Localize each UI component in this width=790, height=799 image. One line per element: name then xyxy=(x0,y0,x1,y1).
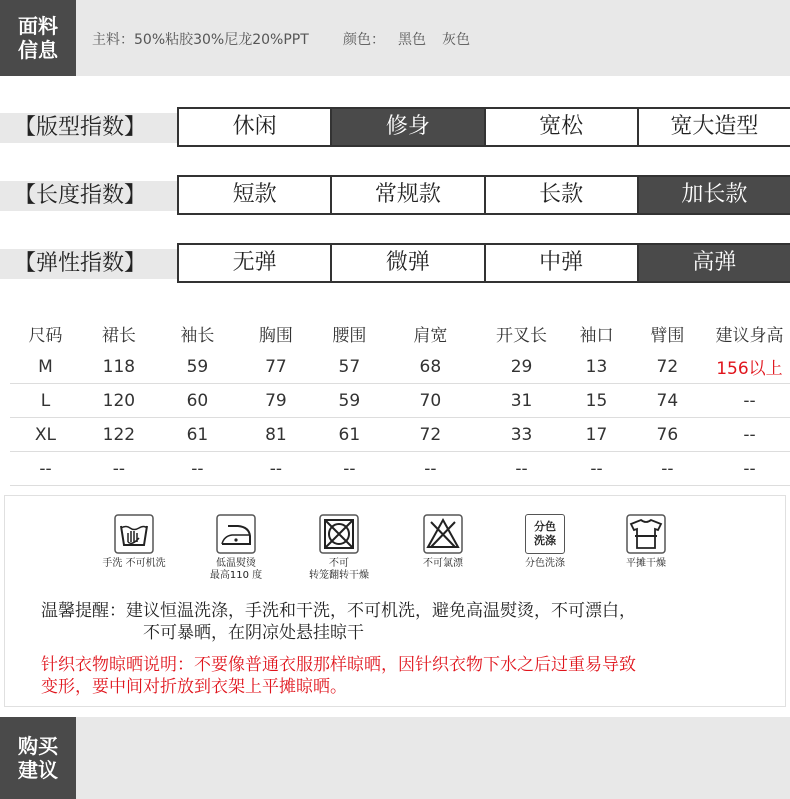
col-header: 胸围 xyxy=(258,326,293,346)
stretch-option-medium[interactable]: 中弹 xyxy=(486,245,639,281)
col-header: 尺码 xyxy=(28,326,63,346)
cell: 81 xyxy=(238,418,314,452)
cell: 118 xyxy=(81,350,157,384)
table-row xyxy=(10,418,790,452)
knit-drying-note-line-2: 变形，要中间对折放到衣架上平摊晾晒。 xyxy=(41,677,347,697)
badge-line-2: 建议 xyxy=(18,758,58,782)
no-bleach-icon xyxy=(423,514,463,554)
col-header: 肩宽 xyxy=(413,326,448,346)
length-option-extra-long[interactable]: 加长款 xyxy=(639,177,790,213)
stretch-option-high[interactable]: 高弹 xyxy=(639,245,790,281)
cell: 29 xyxy=(476,350,567,384)
col-header: 腰围 xyxy=(332,326,367,346)
cell: -- xyxy=(709,384,790,418)
table-row xyxy=(10,452,790,486)
cell: 61 xyxy=(314,418,385,452)
care-label: 低温熨烫 xyxy=(216,558,256,569)
table-row xyxy=(10,384,790,418)
cell: -- xyxy=(10,452,81,486)
cell: L xyxy=(10,384,81,418)
cell: 59 xyxy=(314,384,385,418)
cell: 57 xyxy=(314,350,385,384)
cell: 76 xyxy=(626,418,709,452)
length-option-short[interactable]: 短款 xyxy=(179,177,332,213)
cell: 59 xyxy=(157,350,238,384)
cell: 120 xyxy=(81,384,157,418)
care-label: 转笼翻转干燥 xyxy=(309,570,369,581)
fabric-info-badge xyxy=(0,0,76,76)
buy-advice-band xyxy=(0,717,790,799)
buy-advice-badge xyxy=(0,717,76,799)
stretch-index-label: 【弹性指数】 xyxy=(14,251,147,276)
cell: 72 xyxy=(385,418,476,452)
care-item-no-bleach xyxy=(398,514,488,570)
length-index-label: 【长度指数】 xyxy=(14,183,147,208)
care-item-separate-wash xyxy=(500,514,590,570)
badge-line-2: 信息 xyxy=(18,38,58,62)
care-item-no-tumble-dry xyxy=(294,514,384,582)
hand-wash-icon xyxy=(114,514,154,554)
care-icons-row xyxy=(5,514,787,584)
cell: 61 xyxy=(157,418,238,452)
low-iron-icon xyxy=(216,514,256,554)
cell: M xyxy=(10,350,81,384)
cell: -- xyxy=(238,452,314,486)
badge-line-1: 购买 xyxy=(18,734,58,758)
cell: -- xyxy=(709,418,790,452)
fit-option-slim[interactable]: 修身 xyxy=(332,109,485,145)
care-label: 不可 xyxy=(329,558,349,569)
fit-index-options xyxy=(177,107,790,147)
length-option-regular[interactable]: 常规款 xyxy=(332,177,485,213)
cell: 77 xyxy=(238,350,314,384)
care-label: 平摊干燥 xyxy=(626,558,666,569)
cell: 74 xyxy=(626,384,709,418)
length-index-options xyxy=(177,175,790,215)
cell: -- xyxy=(157,452,238,486)
care-label: 手洗 不可机洗 xyxy=(102,558,166,569)
color-label: 颜色： xyxy=(343,32,385,48)
col-header-height: 建议身高 xyxy=(715,326,784,346)
cell: -- xyxy=(626,452,709,486)
separate-wash-icon-text: 分色洗涤 xyxy=(534,520,556,547)
cell: 70 xyxy=(385,384,476,418)
care-label: 不可氯漂 xyxy=(423,558,463,569)
col-header: 开叉长 xyxy=(496,326,548,346)
fit-index-row xyxy=(0,107,790,149)
col-header: 袖长 xyxy=(180,326,215,346)
stretch-index-options xyxy=(177,243,790,283)
knit-drying-note-line-1: 针织衣物晾晒说明：不要像普通衣服那样晾晒，因针织衣物下水之后过重易导致 xyxy=(41,655,636,675)
cell: XL xyxy=(10,418,81,452)
fit-option-loose[interactable]: 宽松 xyxy=(486,109,639,145)
cell: -- xyxy=(567,452,626,486)
fit-option-casual[interactable]: 休闲 xyxy=(179,109,332,145)
size-table-header xyxy=(10,317,790,350)
cell: -- xyxy=(314,452,385,486)
col-header: 袖口 xyxy=(579,326,614,346)
care-label: 分色洗涤 xyxy=(525,558,565,569)
cell: 122 xyxy=(81,418,157,452)
cell: -- xyxy=(81,452,157,486)
cell: 60 xyxy=(157,384,238,418)
cell-height: 156以上 xyxy=(709,350,790,384)
cell: -- xyxy=(709,452,790,486)
flat-dry-icon xyxy=(626,514,666,554)
care-label: 最高110 度 xyxy=(209,570,263,581)
care-item-hand-wash xyxy=(89,514,179,570)
no-tumble-dry-icon xyxy=(319,514,359,554)
table-row xyxy=(10,350,790,384)
cell: -- xyxy=(385,452,476,486)
care-tip-line-2: 不可暴晒，在阴凉处悬挂晾干 xyxy=(143,623,364,643)
cell: 79 xyxy=(238,384,314,418)
col-header: 臂围 xyxy=(650,326,685,346)
material-text: 主料：50%粘胶30%尼龙20%PPT xyxy=(92,32,309,48)
length-index-row xyxy=(0,175,790,217)
care-item-flat-dry xyxy=(601,514,691,570)
stretch-index-row xyxy=(0,243,790,285)
fit-index-label: 【版型指数】 xyxy=(14,115,147,140)
cell: 68 xyxy=(385,350,476,384)
stretch-option-slight[interactable]: 微弹 xyxy=(332,245,485,281)
care-tip-line-1: 温馨提醒：建议恒温洗涤，手洗和干洗，不可机洗，避免高温熨烫，不可漂白， xyxy=(41,601,636,621)
cell: 72 xyxy=(626,350,709,384)
stretch-option-none[interactable]: 无弹 xyxy=(179,245,332,281)
length-option-long[interactable]: 长款 xyxy=(486,177,639,213)
cell: -- xyxy=(476,452,567,486)
badge-line-1: 面料 xyxy=(18,14,58,38)
fit-option-oversized[interactable]: 宽大造型 xyxy=(670,114,759,139)
cell: 31 xyxy=(476,384,567,418)
size-table xyxy=(10,317,790,486)
separate-wash-icon xyxy=(525,514,565,554)
cell: 13 xyxy=(567,350,626,384)
care-item-low-iron xyxy=(191,514,281,582)
col-header: 裙长 xyxy=(101,326,136,346)
cell: 15 xyxy=(567,384,626,418)
cell: 17 xyxy=(567,418,626,452)
cell: 33 xyxy=(476,418,567,452)
care-instructions-panel xyxy=(4,495,786,707)
color-black: 黑色 xyxy=(398,32,426,48)
color-gray: 灰色 xyxy=(442,32,470,48)
